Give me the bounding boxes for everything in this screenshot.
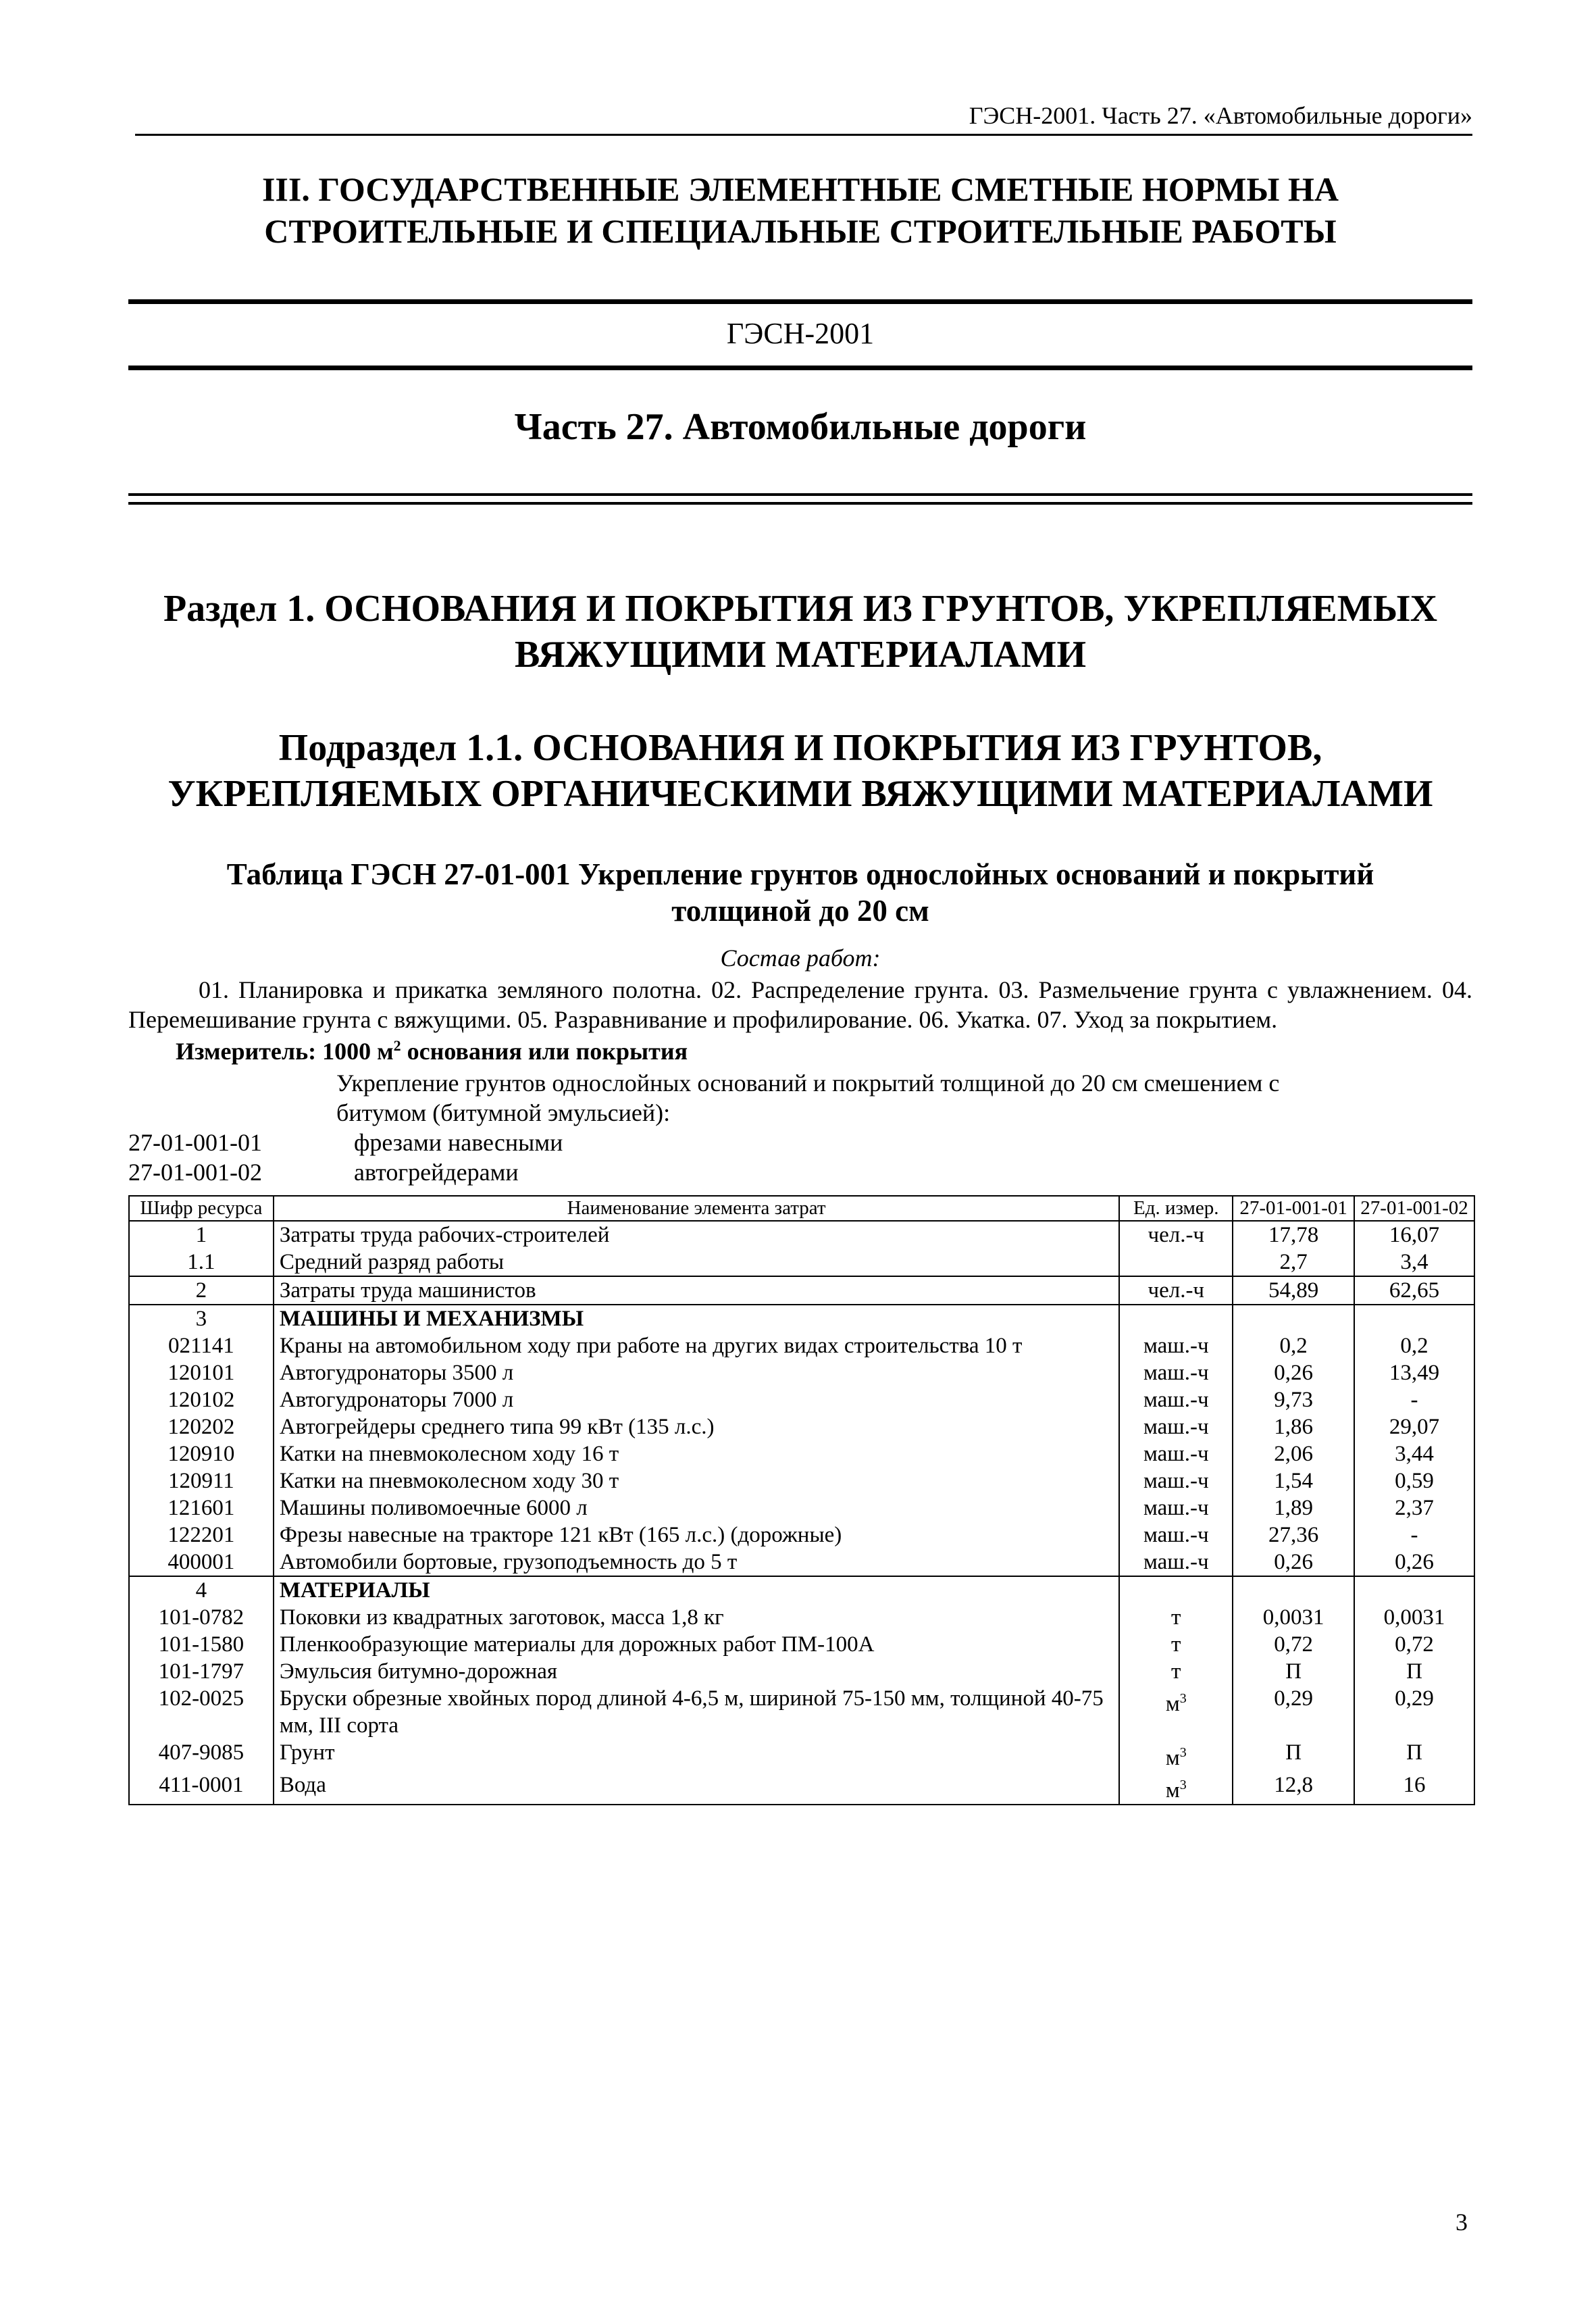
table-row — [129, 1221, 1474, 1249]
cell-unit — [1119, 1249, 1233, 1276]
cell-code: 101-0782 — [129, 1604, 274, 1631]
cell-value-2: 0,72 — [1354, 1631, 1474, 1658]
cell-name: Автогудронаторы 3500 л — [274, 1359, 1119, 1386]
cell-unit-text: маш.-ч — [1143, 1388, 1209, 1412]
table-row — [129, 1685, 1474, 1739]
podrazdel-title-line-2: УКРЕПЛЯЕМЫХ ОРГАНИЧЕСКИМИ ВЯЖУЩИМИ МАТЕРИАЛАМИ — [168, 773, 1433, 815]
measure-unit-before: Измеритель: 1000 м — [176, 1038, 394, 1065]
podrazdel-title — [128, 725, 1472, 817]
cell-code: 411-0001 — [129, 1771, 274, 1805]
cell-name: Фрезы навесные на тракторе 121 кВт (165 л.с.) (дорожные) — [274, 1521, 1119, 1549]
cell-value-2: 0,59 — [1354, 1467, 1474, 1494]
variant-heading-line-1: Укрепление грунтов однослойных оснований и покрытий толщиной до 20 см смешением с — [336, 1070, 1280, 1097]
cell-unit — [1119, 1521, 1233, 1549]
cell-name: Вода — [274, 1771, 1119, 1805]
work-composition-text: 01. Планировка и прикатка земляного полотна. 02. Распределение грунта. 03. Размельчение грунта с увлажнением. 04. Перемешивание грунта с вяжущими. 05. Разравнивание и профилирование. 06. Укатка. 07. Уход за покрытием. — [128, 976, 1472, 1033]
cell-value-1: 0,2 — [1233, 1332, 1354, 1359]
razdel-title-line-1: Раздел 1. ОСНОВАНИЯ И ПОКРЫТИЯ ИЗ ГРУНТОВ, УКРЕПЛЯЕМЫХ — [163, 588, 1438, 630]
variant-code: 27-01-001-02 — [128, 1159, 262, 1186]
cell-value-2: 3,4 — [1354, 1249, 1474, 1276]
cell-value-1: 17,78 — [1233, 1221, 1354, 1249]
variant-code: 27-01-001-01 — [128, 1129, 262, 1156]
cell-code: 122201 — [129, 1521, 274, 1549]
variant-heading — [336, 1068, 1472, 1128]
cell-unit-text: чел.-ч — [1148, 1278, 1205, 1303]
cell-value-2: 3,44 — [1354, 1440, 1474, 1467]
cell-code: 121601 — [129, 1494, 274, 1521]
cell-name: МАТЕРИАЛЫ — [274, 1576, 1119, 1604]
cell-unit — [1119, 1440, 1233, 1467]
cell-unit — [1119, 1467, 1233, 1494]
table-row — [129, 1359, 1474, 1386]
cell-value-2 — [1354, 1305, 1474, 1332]
cell-code: 3 — [129, 1305, 274, 1332]
table-title — [128, 856, 1472, 929]
cell-value-2: 0,2 — [1354, 1332, 1474, 1359]
cell-name: Затраты труда машинистов — [274, 1276, 1119, 1305]
cell-unit — [1119, 1631, 1233, 1658]
table-body — [129, 1221, 1474, 1805]
header-col-2: 27-01-001-02 — [1354, 1196, 1474, 1221]
table-row — [129, 1604, 1474, 1631]
cell-unit-text: маш.-ч — [1143, 1334, 1209, 1358]
podrazdel-title-line-1: Подраздел 1.1. ОСНОВАНИЯ И ПОКРЫТИЯ ИЗ ГРУНТОВ, — [278, 727, 1322, 769]
cell-value-2: П — [1354, 1739, 1474, 1771]
table-row — [129, 1440, 1474, 1467]
running-header: ГЭСН-2001. Часть 27. «Автомобильные дороги» — [135, 101, 1472, 136]
cell-unit-sup: 3 — [1179, 1778, 1187, 1792]
cell-code: 4 — [129, 1576, 274, 1604]
cell-unit-text: маш.-ч — [1143, 1523, 1209, 1547]
cell-value-1: 0,26 — [1233, 1359, 1354, 1386]
cell-name: Бруски обрезные хвойных пород длиной 4-6,5 м, шириной 75-150 мм, толщиной 40-75 мм, III сорта — [274, 1685, 1119, 1739]
cell-code: 120102 — [129, 1386, 274, 1413]
cell-name: Автогрейдеры среднего типа 99 кВт (135 л.с.) — [274, 1413, 1119, 1440]
table-row — [129, 1467, 1474, 1494]
cell-code: 101-1580 — [129, 1631, 274, 1658]
cell-value-2: 0,0031 — [1354, 1604, 1474, 1631]
variant-name: фрезами навесными — [354, 1129, 563, 1156]
cell-unit-text: т — [1171, 1659, 1181, 1684]
cell-value-2: П — [1354, 1658, 1474, 1685]
cell-name: Катки на пневмоколесном ходу 16 т — [274, 1440, 1119, 1467]
cell-name: Затраты труда рабочих-строителей — [274, 1221, 1119, 1249]
cell-value-2: 2,37 — [1354, 1494, 1474, 1521]
header-col-1: 27-01-001-01 — [1233, 1196, 1354, 1221]
cell-value-2: - — [1354, 1521, 1474, 1549]
cell-unit-text: чел.-ч — [1148, 1223, 1205, 1247]
table-row — [129, 1494, 1474, 1521]
table-row — [129, 1631, 1474, 1658]
cell-name: Средний разряд работы — [274, 1249, 1119, 1276]
gesn-label: ГЭСН-2001 — [128, 299, 1472, 370]
cell-unit — [1119, 1739, 1233, 1771]
variant-row — [128, 1128, 1472, 1157]
cell-code: 120202 — [129, 1413, 274, 1440]
cell-value-1: П — [1233, 1658, 1354, 1685]
cell-code: 101-1797 — [129, 1658, 274, 1685]
razdel-title-line-2: ВЯЖУЩИМИ МАТЕРИАЛАМИ — [514, 634, 1086, 676]
cell-value-2: 29,07 — [1354, 1413, 1474, 1440]
cell-value-1: 0,72 — [1233, 1631, 1354, 1658]
cell-name: Пленкообразующие материалы для дорожных работ ПМ-100А — [274, 1631, 1119, 1658]
table-title-line-2: толщиной до 20 см — [671, 894, 929, 928]
cell-value-1: 0,0031 — [1233, 1604, 1354, 1631]
cell-value-1: 27,36 — [1233, 1521, 1354, 1549]
cell-unit — [1119, 1413, 1233, 1440]
table-row — [129, 1576, 1474, 1604]
part-title: Часть 27. Автомобильные дороги — [514, 406, 1087, 448]
cell-unit — [1119, 1305, 1233, 1332]
cell-unit — [1119, 1549, 1233, 1576]
variant-heading-line-2: битумом (битумной эмульсией): — [336, 1099, 671, 1126]
table-row — [129, 1413, 1474, 1440]
cell-unit-text: маш.-ч — [1143, 1496, 1209, 1520]
cell-value-1: 1,54 — [1233, 1467, 1354, 1494]
cell-unit-text: м — [1165, 1778, 1180, 1803]
cell-unit — [1119, 1276, 1233, 1305]
table-title-line-1: Таблица ГЭСН 27-01-001 Укрепление грунтов однослойных оснований и покрытий — [226, 857, 1374, 891]
cell-value-2: 16,07 — [1354, 1221, 1474, 1249]
norms-table — [128, 1195, 1475, 1805]
variant-row — [128, 1157, 1472, 1187]
table-row — [129, 1305, 1474, 1332]
cell-code: 2 — [129, 1276, 274, 1305]
section-title-line-1: III. ГОСУДАРСТВЕННЫЕ ЭЛЕМЕНТНЫЕ СМЕТНЫЕ НОРМЫ НА — [261, 170, 1339, 208]
cell-value-2: 0,26 — [1354, 1549, 1474, 1576]
cell-unit — [1119, 1332, 1233, 1359]
cell-name: Катки на пневмоколесном ходу 30 т — [274, 1467, 1119, 1494]
cell-code: 400001 — [129, 1549, 274, 1576]
cell-unit-text: маш.-ч — [1143, 1415, 1209, 1439]
cell-name: Автомобили бортовые, грузоподъемность до 5 т — [274, 1549, 1119, 1576]
section-title — [128, 168, 1472, 252]
cell-value-1 — [1233, 1305, 1354, 1332]
cell-code: 120910 — [129, 1440, 274, 1467]
table-row — [129, 1739, 1474, 1771]
cell-value-2: 16 — [1354, 1771, 1474, 1805]
page-number: 3 — [1456, 2209, 1468, 2236]
cell-unit — [1119, 1221, 1233, 1249]
cell-unit-sup: 3 — [1179, 1745, 1187, 1760]
table-row — [129, 1658, 1474, 1685]
cell-value-1: 0,29 — [1233, 1685, 1354, 1739]
cell-code: 1 — [129, 1221, 274, 1249]
header-unit: Ед. измер. — [1119, 1196, 1233, 1221]
cell-unit-text: т — [1171, 1605, 1181, 1630]
table-row — [129, 1549, 1474, 1576]
cell-value-1: 12,8 — [1233, 1771, 1354, 1805]
table-header-row — [129, 1196, 1474, 1221]
cell-unit-text: маш.-ч — [1143, 1361, 1209, 1385]
cell-value-1: 9,73 — [1233, 1386, 1354, 1413]
cell-unit-text: м — [1165, 1692, 1180, 1716]
cell-value-1: 1,89 — [1233, 1494, 1354, 1521]
cell-unit — [1119, 1576, 1233, 1604]
cell-unit-text: маш.-ч — [1143, 1550, 1209, 1574]
cell-name: Эмульсия битумно-дорожная — [274, 1658, 1119, 1685]
table-row — [129, 1771, 1474, 1805]
cell-value-1: 54,89 — [1233, 1276, 1354, 1305]
cell-unit-text: маш.-ч — [1143, 1469, 1209, 1493]
cell-value-1: П — [1233, 1739, 1354, 1771]
cell-code: 102-0025 — [129, 1685, 274, 1739]
cell-value-1: 2,7 — [1233, 1249, 1354, 1276]
measure-unit-after: основания или покрытия — [401, 1038, 688, 1065]
cell-unit-text: т — [1171, 1632, 1181, 1657]
cell-code: 120101 — [129, 1359, 274, 1386]
cell-name: Автогудронаторы 7000 л — [274, 1386, 1119, 1413]
cell-name: Поковки из квадратных заготовок, масса 1,8 кг — [274, 1604, 1119, 1631]
cell-unit — [1119, 1494, 1233, 1521]
cell-unit — [1119, 1604, 1233, 1631]
cell-name: Грунт — [274, 1739, 1119, 1771]
measure-unit-sup: 2 — [393, 1037, 401, 1054]
table-row — [129, 1386, 1474, 1413]
razdel-title — [128, 586, 1472, 678]
measure-unit — [176, 1037, 1472, 1065]
cell-unit-text: м — [1165, 1746, 1180, 1770]
divider — [128, 493, 1472, 505]
cell-unit — [1119, 1359, 1233, 1386]
cell-code: 021141 — [129, 1332, 274, 1359]
cell-name: Краны на автомобильном ходу при работе на других видах строительства 10 т — [274, 1332, 1119, 1359]
header-name: Наименование элемента затрат — [274, 1196, 1119, 1221]
cell-value-2: 0,29 — [1354, 1685, 1474, 1739]
cell-value-2: 62,65 — [1354, 1276, 1474, 1305]
table-row — [129, 1276, 1474, 1305]
cell-value-1 — [1233, 1576, 1354, 1604]
cell-value-1: 1,86 — [1233, 1413, 1354, 1440]
cell-unit — [1119, 1658, 1233, 1685]
cell-code: 1.1 — [129, 1249, 274, 1276]
cell-unit-text: маш.-ч — [1143, 1442, 1209, 1466]
cell-value-1: 0,26 — [1233, 1549, 1354, 1576]
cell-unit — [1119, 1771, 1233, 1805]
variant-name: автогрейдерами — [354, 1159, 519, 1186]
cell-code: 407-9085 — [129, 1739, 274, 1771]
work-composition-label: Состав работ: — [720, 945, 881, 972]
table-row — [129, 1249, 1474, 1276]
table-row — [129, 1521, 1474, 1549]
cell-name: Машины поливомоечные 6000 л — [274, 1494, 1119, 1521]
document-page — [128, 101, 1472, 1805]
header-code: Шифр ресурса — [129, 1196, 274, 1221]
section-title-line-2: СТРОИТЕЛЬНЫЕ И СПЕЦИАЛЬНЫЕ СТРОИТЕЛЬНЫЕ РАБОТЫ — [264, 212, 1337, 250]
cell-value-2 — [1354, 1576, 1474, 1604]
cell-unit — [1119, 1386, 1233, 1413]
cell-unit-sup: 3 — [1179, 1691, 1187, 1706]
cell-value-1: 2,06 — [1233, 1440, 1354, 1467]
table-row — [129, 1332, 1474, 1359]
cell-value-2: - — [1354, 1386, 1474, 1413]
cell-code: 120911 — [129, 1467, 274, 1494]
cell-value-2: 13,49 — [1354, 1359, 1474, 1386]
cell-name: МАШИНЫ И МЕХАНИЗМЫ — [274, 1305, 1119, 1332]
cell-unit — [1119, 1685, 1233, 1739]
